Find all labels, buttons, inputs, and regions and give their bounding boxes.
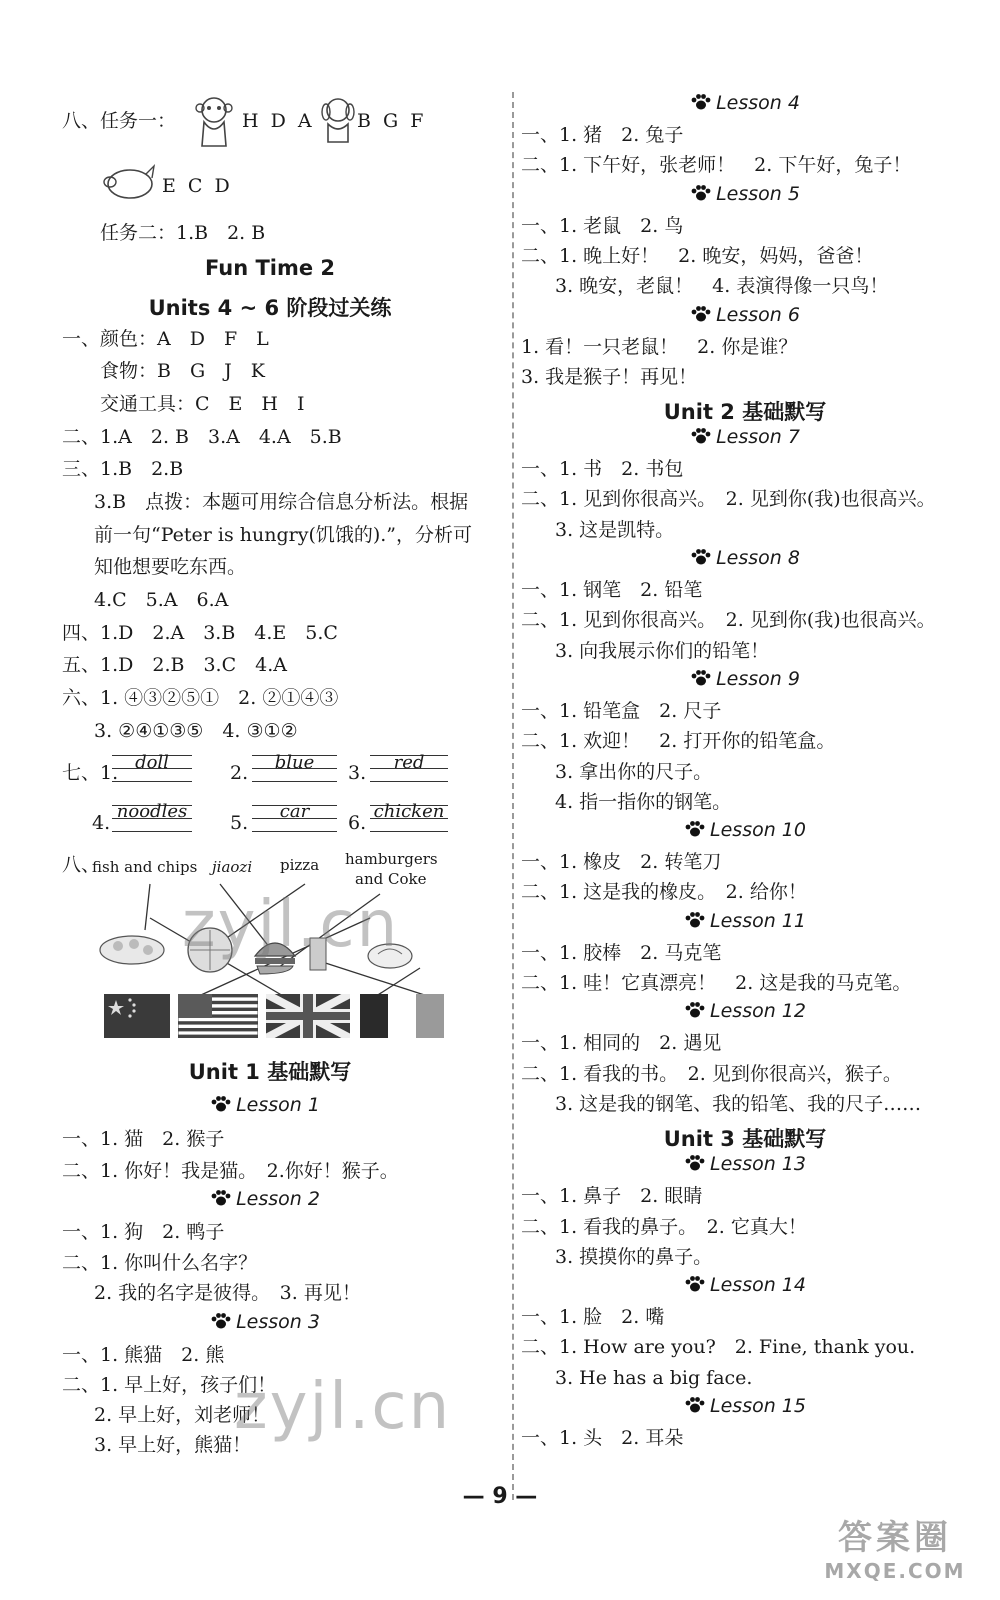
answer-line: 交通工具：C E H I: [100, 393, 305, 415]
answer-line: 二、1. 早上好，孩子们！: [62, 1374, 277, 1396]
answer-line: 一、1. 脸 2. 嘴: [521, 1306, 665, 1329]
task1-group1: H D A: [242, 110, 315, 132]
watermark: zyjl.cn: [182, 888, 400, 962]
answer-line: 一、1. 狗 2. 鸭子: [62, 1221, 225, 1243]
answer-line: 一、1. 猪 2. 兔子: [521, 124, 684, 146]
answer-line: 3. 这是我的钢笔、我的铅笔、我的尺子……: [555, 1092, 922, 1115]
handwritten-word: doll: [135, 752, 169, 773]
answer-line: 4.C 5.A 6.A: [94, 589, 229, 611]
paw-icon: [684, 820, 706, 838]
lesson-heading: Lesson 8: [515, 547, 975, 569]
food-label: pizza: [280, 856, 320, 874]
paw-icon: [690, 669, 712, 687]
lesson-heading: Lesson 14: [515, 1274, 975, 1296]
answer-line: 二、1. 这是我的橡皮。 2. 给你！: [521, 881, 807, 904]
paw-icon: [684, 1396, 706, 1414]
food-label: hamburgers: [345, 850, 438, 868]
units-title: Units 4 ~ 6 阶段过关练: [148, 296, 392, 320]
answer-line: 二、1. How are you? 2. Fine, thank you.: [521, 1336, 916, 1359]
france-flag-icon: [360, 994, 444, 1038]
answer-line: 一、1. 铅笔盒 2. 尺子: [521, 699, 722, 722]
answer-line: 3. 这是凯特。: [555, 518, 675, 541]
answer-line: 3. 早上好，熊猫！: [94, 1434, 252, 1456]
paw-icon: [684, 1275, 706, 1293]
task1-label: 八、任务一：: [62, 110, 177, 132]
usa-flag-icon: [178, 994, 258, 1038]
lesson-heading: Lesson 10: [515, 819, 975, 841]
unit-title: Unit 2 基础默写: [663, 400, 827, 425]
answer-line: 一、1. 鼻子 2. 眼睛: [521, 1185, 703, 1208]
answer-line: 一、1. 橡皮 2. 转笔刀: [521, 851, 722, 874]
answer-line: 一、1. 猫 2. 猴子: [62, 1128, 225, 1150]
answer-line: 3. ②④①③⑤ 4. ③①②: [94, 720, 298, 742]
paw-icon: [210, 1189, 232, 1207]
lesson-heading: Lesson 11: [515, 910, 975, 932]
q7-num: 4.: [92, 812, 111, 834]
answer-line: 前一句“Peter is hungry(饥饿的).”，分析可: [94, 524, 473, 546]
answer-line: 3. 晚安，老鼠！ 4. 表演得像一只鸟！: [555, 275, 889, 298]
answer-line: 一、颜色：A D F L: [62, 328, 269, 350]
q7-num: 3.: [348, 762, 367, 784]
answer-line: 3. 摸摸你的鼻子。: [555, 1245, 713, 1268]
answer-line: 二、1. 你叫什么名字？: [62, 1252, 258, 1274]
answer-line: 一、1. 胶棒 2. 马克笔: [521, 941, 722, 964]
q7-num: 2.: [230, 762, 249, 784]
paw-icon: [210, 1095, 232, 1113]
task1-group3: E C D: [162, 175, 233, 197]
answer-line: 一、1. 书 2. 书包: [521, 458, 684, 481]
paw-icon: [690, 548, 712, 566]
task1-group2: B G F: [357, 110, 427, 132]
lesson-heading: Lesson 1: [0, 1094, 530, 1116]
paw-icon: [684, 1154, 706, 1172]
lesson-heading: Lesson 2: [0, 1188, 530, 1210]
answer-line: 2. 早上好，刘老师！: [94, 1404, 271, 1426]
handwritten-word: chicken: [373, 801, 445, 822]
unit1-title: Unit 1 基础默写: [188, 1060, 352, 1084]
handwritten-word: red: [393, 752, 425, 773]
answer-line: 六、1. ④③②⑤① 2. ②①④③: [62, 687, 339, 709]
answer-line: 知他想要吃东西。: [94, 556, 247, 578]
answer-line: 二、1. 欢迎！ 2. 打开你的铅笔盒。: [521, 730, 836, 753]
answer-line: 食物：B G J K: [100, 360, 265, 382]
pig-icon: [98, 162, 160, 202]
column-divider: [512, 92, 514, 1500]
answer-line: 二、1. 下午好，张老师！ 2. 下午好，兔子！: [521, 154, 912, 177]
china-flag-icon: [104, 994, 170, 1038]
uk-flag-icon: [266, 994, 350, 1038]
corner-logo: 答案圈 MXQE.COM: [824, 1518, 966, 1583]
answer-line: 二、1. 你好！我是猫。 2.你好！猴子。: [62, 1160, 399, 1182]
answer-line: 3.B 点拨：本题可用综合信息分析法。根据: [94, 491, 469, 513]
lesson-heading: Lesson 13: [515, 1153, 975, 1175]
lesson-heading: Lesson 6: [515, 304, 975, 326]
paw-icon: [690, 184, 712, 202]
answer-line: 二、1. 见到你很高兴。 2. 见到你(我)也很高兴。: [521, 609, 936, 632]
lesson-heading: Lesson 3: [0, 1311, 530, 1333]
paw-icon: [690, 305, 712, 323]
answer-line: 二、1. 晚上好！ 2. 晚安，妈妈，爸爸！: [521, 244, 874, 267]
q7-num: 6.: [348, 812, 367, 834]
answer-line: 一、1. 相同的 2. 遇见: [521, 1032, 722, 1055]
monkey-icon: [190, 92, 238, 152]
answer-line: 3. 向我展示你们的铅笔！: [555, 639, 770, 662]
answer-line: 3. 我是猴子！再见！: [521, 365, 698, 388]
food-label: jiaozi: [212, 858, 253, 876]
task2-answers: 任务二：1.B 2. B: [100, 222, 266, 244]
answer-line: 五、1.D 2.B 3.C 4.A: [62, 654, 287, 676]
food-label: fish and chips: [92, 858, 198, 876]
answer-line: 二、1. 见到你很高兴。 2. 见到你(我)也很高兴。: [521, 488, 936, 511]
dog-icon: [318, 94, 358, 146]
answer-line: 三、1.B 2.B: [62, 458, 184, 480]
paw-icon: [210, 1312, 232, 1330]
answer-line: 一、1. 钢笔 2. 铅笔: [521, 579, 703, 601]
answer-line: 一、1. 头 2. 耳朵: [521, 1427, 684, 1449]
q8-label: 八、: [62, 854, 101, 876]
lesson-heading: Lesson 5: [515, 183, 975, 205]
paw-icon: [684, 1001, 706, 1019]
answer-line: 4. 指一指你的钢笔。: [555, 790, 732, 813]
answer-line: 四、1.D 2.A 3.B 4.E 5.C: [62, 622, 338, 644]
handwritten-word: car: [279, 801, 310, 822]
fun-time-title: Fun Time 2: [204, 256, 336, 280]
watermark: zyjl.cn: [234, 1370, 452, 1444]
unit-title: Unit 3 基础默写: [663, 1127, 827, 1152]
answer-line: 2. 我的名字是彼得。 3. 再见！: [94, 1282, 361, 1304]
paw-icon: [690, 427, 712, 445]
lesson-heading: Lesson 4: [515, 92, 975, 114]
lesson-heading: Lesson 15: [515, 1395, 975, 1417]
answer-line: 1. 看！一只老鼠！ 2. 你是谁？: [521, 335, 798, 358]
lesson-heading: Lesson 9: [515, 668, 975, 690]
page-number: — 9 —: [462, 1484, 538, 1509]
food-label: and Coke: [355, 870, 427, 888]
answer-line: 二、1.A 2. B 3.A 4.A 5.B: [62, 426, 342, 448]
handwritten-word: noodles: [116, 801, 188, 822]
paw-icon: [690, 93, 712, 111]
answer-line: 3. 拿出你的尺子。: [555, 760, 713, 783]
lesson-heading: Lesson 7: [515, 426, 975, 448]
lesson-heading: Lesson 12: [515, 1000, 975, 1022]
q7-label: 七、1.: [62, 762, 119, 784]
answer-line: 二、1. 看我的书。 2. 见到你很高兴，猴子。: [521, 1062, 902, 1085]
answer-line: 3. He has a big face.: [555, 1366, 753, 1389]
q7-num: 5.: [230, 812, 249, 834]
answer-line: 一、1. 老鼠 2. 鸟: [521, 214, 684, 237]
handwritten-word: blue: [274, 752, 315, 773]
answer-line: 一、1. 熊猫 2. 熊: [62, 1344, 225, 1366]
answer-line: 二、1. 看我的鼻子。 2. 它真大！: [521, 1215, 807, 1238]
answer-line: 二、1. 哇！它真漂亮！ 2. 这是我的马克笔。: [521, 972, 912, 994]
paw-icon: [684, 911, 706, 929]
